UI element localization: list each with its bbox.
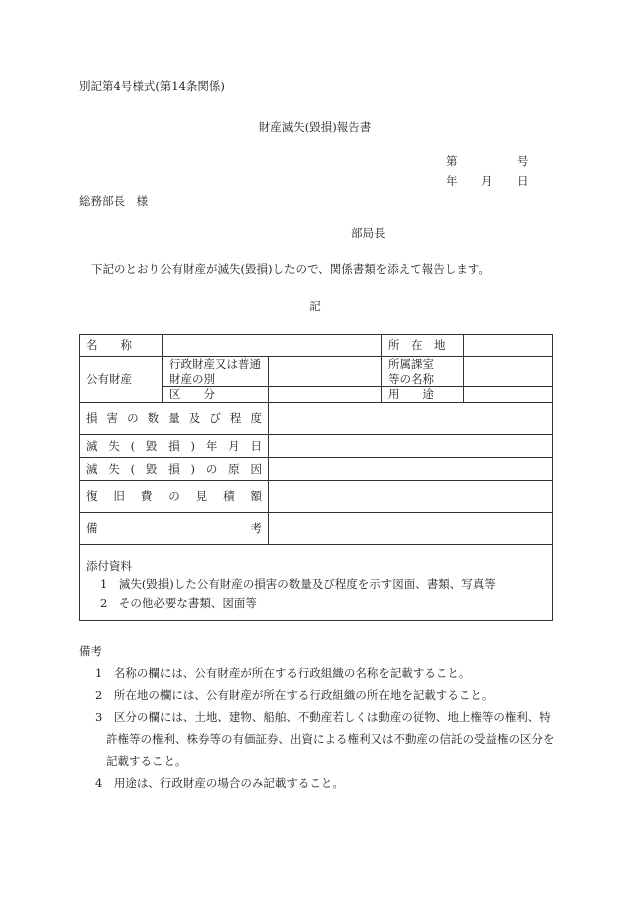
damage-extent-label: 損害の数量及び程度 [80, 403, 269, 435]
date-year: 年 [446, 174, 458, 188]
usage-value[interactable] [464, 387, 553, 403]
attachment-item: 1 滅失(毀損)した公有財産の損害の数量及び程度を示す図面、書類、写真等 [100, 577, 496, 592]
form-reference: 別記第4号様式(第14条関係) [79, 79, 225, 93]
department-label: 所属課室 等の名称 [382, 357, 464, 387]
category-label: 区 分 [163, 387, 269, 403]
category-value[interactable] [269, 387, 382, 403]
loss-date-value[interactable] [269, 435, 553, 458]
department-value[interactable] [464, 357, 553, 387]
property-type-label: 行政財産又は普通 財産の別 [163, 357, 269, 387]
report-form-table [79, 334, 553, 621]
remarks-value[interactable] [269, 513, 553, 545]
attachments-title: 添付資料 [86, 559, 132, 573]
attachment-item: 2 その他必要な書類、図面等 [100, 595, 257, 610]
ki-marker: 記 [309, 299, 321, 313]
location-value[interactable] [464, 335, 553, 357]
usage-label: 用 途 [382, 387, 464, 403]
attachments-section [80, 545, 553, 621]
date-day: 日 [517, 174, 529, 188]
loss-cause-label: 滅失(毀損)の原因 [80, 458, 269, 481]
restoration-cost-label: 復旧費の見積額 [80, 481, 269, 513]
loss-date-label: 滅失(毀損)年月日 [80, 435, 269, 458]
name-value[interactable] [163, 335, 382, 357]
public-property-label: 公有財産 [80, 357, 163, 403]
number-prefix: 第 [446, 154, 458, 168]
number-suffix: 号 [517, 154, 529, 168]
location-label: 所 在 地 [382, 335, 464, 357]
intro-text: 下記のとおり公有財産が滅失(毀損)したので、関係書類を添えて報告します。 [91, 262, 490, 276]
date-month: 月 [481, 174, 493, 188]
property-type-value[interactable] [269, 357, 382, 387]
damage-extent-value[interactable] [269, 403, 553, 435]
loss-cause-value[interactable] [269, 458, 553, 481]
note-item: 4 用途は、行政財産の場合のみ記載すること。 [95, 776, 344, 790]
note-item: 2 所在地の欄には、公有財産が所在する行政組織の所在地を記載すること。 [95, 688, 494, 702]
notes-section [79, 640, 559, 794]
note-item: 3 区分の欄には、土地、建物、船舶、不動産若しくは動産の従物、地上権等の権利、特許権等の権利、株券等の有価証券、出資による権利又は不動産の信託の受益権の区分を記載すること。 [95, 710, 555, 768]
notes-title: 備考 [79, 644, 102, 658]
sender: 部局長 [351, 226, 386, 240]
document-title: 財産滅失(毀損)報告書 [258, 120, 372, 134]
remarks-label: 備考 [80, 513, 269, 545]
restoration-cost-value[interactable] [269, 481, 553, 513]
name-label: 名 称 [80, 335, 163, 357]
note-item: 1 名称の欄には、公有財産が所在する行政組織の名称を記載すること。 [95, 666, 471, 680]
addressee: 総務部長 様 [79, 194, 148, 208]
